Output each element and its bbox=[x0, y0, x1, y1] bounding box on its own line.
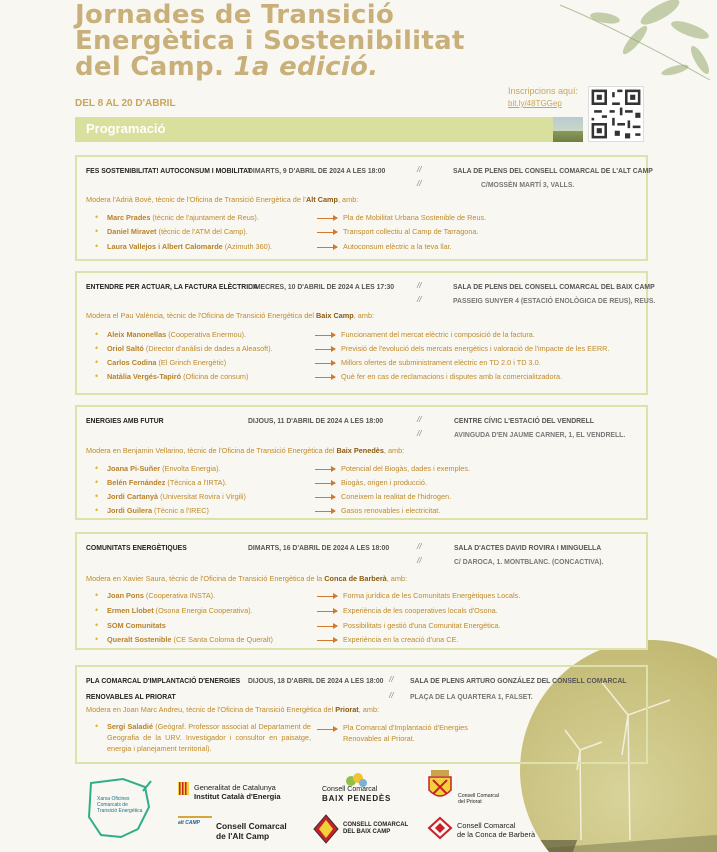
registration-label: Inscripcions aquí: bbox=[508, 86, 579, 96]
baixcamp-line-1: CONSELL COMARCAL bbox=[343, 822, 409, 828]
separator: // bbox=[417, 165, 422, 174]
speaker-item: • Queralt Sostenible (CE Santa Coloma de Queralt) bbox=[95, 634, 273, 644]
session-venue: SALA D'ACTES DAVID ROVIRA I MINGUELLA bbox=[454, 543, 602, 552]
arrow-icon bbox=[317, 626, 337, 627]
speaker-topic: Forma jurídica de les Comunitats Energètiques Locals. bbox=[343, 591, 521, 600]
speaker-topic: Pla Comarcal d'Implantació d'Energies Renovables al Priorat. bbox=[343, 723, 468, 743]
separator: // bbox=[389, 691, 394, 700]
altcamp-line-1: Consell Comarcal bbox=[216, 821, 287, 831]
speaker-topic: Transport collectiu al Camp de Tarragona. bbox=[343, 227, 479, 236]
session-title: COMUNITATS ENERGÈTIQUES bbox=[86, 543, 187, 552]
conca-logo-icon bbox=[427, 816, 453, 840]
session-address: AVINGUDA D'EN JAUME CARNER, 1, EL VENDRELL. bbox=[454, 430, 626, 439]
session-card bbox=[75, 665, 648, 764]
separator: // bbox=[389, 675, 394, 684]
speaker-item: • Jordi Guilera (Tècnic a l'IREC) bbox=[95, 505, 209, 515]
separator: // bbox=[417, 429, 422, 438]
session-venue: SALA DE PLENS ARTURO GONZÁLEZ DEL CONSELL COMARCAL bbox=[410, 676, 627, 685]
arrow-icon bbox=[317, 611, 337, 612]
session-card bbox=[75, 155, 653, 261]
partner-logos bbox=[75, 772, 545, 852]
speaker-topic: Funcionament del mercat elèctric i composició de la factura. bbox=[341, 330, 535, 339]
session-title: FES SOSTENIBILITAT! AUTOCONSUM I MOBILITAT bbox=[86, 166, 252, 175]
speaker-item: • Natàlia Vergés-Tapiró (Oficina de consum) bbox=[95, 371, 249, 381]
speaker-item: • SOM Comunitats bbox=[95, 620, 166, 630]
priorat-line-1: Consell Comarcal bbox=[458, 793, 499, 799]
session-card bbox=[75, 271, 656, 395]
session-moderator: Modera l'Adrià Bové, tècnic de l'Oficina de Transició Energètica de l'Alt Camp, amb: bbox=[86, 195, 359, 204]
speaker-item: • Sergi Saladié (Geògraf. Professor associat al Departament de Geografia de la URV. Investigador i consultor en paisatge, energia i planejament territorial). bbox=[95, 721, 311, 753]
landscape-photo bbox=[553, 117, 583, 142]
session-venue: CENTRE CÍVIC L'ESTACIÓ DEL VENDRELL bbox=[454, 416, 594, 425]
session-date: DIMARTS, 16 D'ABRIL DE 2024 A LES 18:00 bbox=[248, 543, 390, 552]
conca-line-1: Consell Comarcal bbox=[457, 821, 516, 830]
arrow-icon bbox=[315, 335, 335, 336]
leaves-decoration bbox=[500, 0, 717, 85]
speaker-topic: Possibilitats i gestió d'una Comunitat Energètica. bbox=[343, 621, 501, 630]
altcamp-line-2: de l'Alt Camp bbox=[216, 831, 270, 841]
baixcamp-line-2: DEL BAIX CAMP bbox=[343, 829, 391, 835]
speaker-topic: Previsió de l'evolució dels mercats energètics i valoració de l'impacte de les EERR. bbox=[341, 344, 610, 353]
arrow-icon bbox=[315, 497, 335, 498]
speaker-item: • Joana Pi-Suñer (Envolta Energia). bbox=[95, 463, 221, 473]
conca-line-2: de la Conca de Barberà bbox=[457, 830, 536, 839]
qr-code-icon[interactable] bbox=[588, 86, 644, 142]
session-title: PLA COMARCAL D'IMPLANTACIÓ D'ENERGIES bbox=[86, 676, 241, 685]
speaker-topic: Experiència de les cooperatives locals d'Osona. bbox=[343, 606, 498, 615]
separator: // bbox=[417, 179, 422, 188]
priorat-line-2: del Priorat bbox=[458, 799, 482, 805]
speaker-item: • Laura Vallejos i Albert Calomarde (Azimuth 360). bbox=[95, 241, 273, 251]
separator: // bbox=[417, 556, 422, 565]
speaker-item: • Daniel Miravet (tècnic de l'ATM del Camp). bbox=[95, 226, 248, 236]
session-date: DIJOUS, 18 D'ABRIL DE 2024 A LES 18:00 bbox=[248, 676, 384, 685]
speaker-item: • Carlos Codina (El Grinch Energètic) bbox=[95, 357, 227, 367]
arrow-icon bbox=[317, 640, 337, 641]
arrow-icon bbox=[315, 469, 335, 470]
session-title: ENTENDRE PER ACTUAR, LA FACTURA ELÈCTRICA bbox=[86, 282, 258, 291]
session-address: C/ DAROCA, 1. MONTBLANC. (CONCACTIVA). bbox=[454, 557, 604, 566]
arrow-icon bbox=[317, 729, 337, 730]
generalitat-flag-icon bbox=[178, 782, 189, 795]
separator: // bbox=[417, 542, 422, 551]
arrow-icon bbox=[315, 483, 335, 484]
baixpenedes-line-2: BAIX PENEDÈS bbox=[322, 794, 392, 803]
speaker-item: • Aleix Manonellas (Cooperativa Enermou). bbox=[95, 329, 247, 339]
speaker-item: • Joan Pons (Cooperativa INSTA). bbox=[95, 590, 216, 600]
session-venue: SALA DE PLENS DEL CONSELL COMARCAL DEL BAIX CAMP bbox=[453, 282, 655, 291]
session-address: PASSEIG SUNYER 4 (ESTACIÓ ENOLÒGICA DE REUS), REUS. bbox=[453, 296, 656, 305]
programme-label: Programació bbox=[86, 121, 166, 136]
title-line-2: Energètica i Sostenibilitat bbox=[75, 26, 465, 56]
speaker-topic: Millors ofertes de subministrament elèctric en TD 2.0 i TD 3.0. bbox=[341, 358, 541, 367]
speaker-item: • Oriol Saltó (Director d'anàlisi de dades a Aleasoft). bbox=[95, 343, 273, 353]
session-moderator: Modera en Joan Marc Andreu, tècnic de l'Oficina de Transició Energètica del Priorat, amb: bbox=[86, 705, 380, 714]
session-address: PLAÇA DE LA QUARTERA 1, FALSET. bbox=[410, 692, 533, 701]
event-title bbox=[75, 2, 515, 80]
session-card bbox=[75, 532, 648, 650]
session-moderator: Modera el Pau València, tècnic de l'Oficina de Transició Energètica del Baix Camp, amb: bbox=[86, 311, 375, 320]
speaker-item: • Belén Fernández (Tècnica a l'IRTA). bbox=[95, 477, 227, 487]
title-line-3: del Camp. 1a edició. bbox=[75, 52, 379, 82]
speaker-item: • Marc Prades (tècnic de l'ajuntament de Reus). bbox=[95, 212, 259, 222]
speaker-topic: Biogàs, origen i producció. bbox=[341, 478, 427, 487]
registration-link[interactable]: bit.ly/48TGGep bbox=[508, 99, 562, 108]
separator: // bbox=[417, 295, 422, 304]
session-moderator: Modera en Xavier Saura, tècnic de l'Oficina de Transició Energètica de la Conca de Barberà, amb: bbox=[86, 574, 407, 583]
title-line-1: Jornades de Transició bbox=[75, 0, 395, 30]
session-title-line-2: RENOVABLES AL PRIORAT bbox=[86, 692, 176, 701]
session-venue: SALA DE PLENS DEL CONSELL COMARCAL DE L'ALT CAMP bbox=[453, 166, 653, 175]
baixcamp-shield-icon bbox=[313, 814, 339, 844]
session-date: DIMECRES, 10 D'ABRIL DE 2024 A LES 17:30 bbox=[248, 282, 395, 291]
speaker-item: • Jordi Cartanyà (Universitat Rovira i Virgili) bbox=[95, 491, 246, 501]
arrow-icon bbox=[315, 363, 335, 364]
event-dates: DEL 8 AL 20 D'ABRIL bbox=[75, 98, 176, 109]
separator: // bbox=[417, 281, 422, 290]
speaker-topic: Experiència en la creació d'una CE. bbox=[343, 635, 459, 644]
arrow-icon bbox=[317, 232, 337, 233]
arrow-icon bbox=[315, 349, 335, 350]
edition-label: 1a edició. bbox=[233, 52, 379, 82]
speaker-topic: Potencial del Biogàs, dades i exemples. bbox=[341, 464, 470, 473]
arrow-icon bbox=[315, 511, 335, 512]
speaker-topic: Coneixem la realitat de l'hidrogen. bbox=[341, 492, 452, 501]
arrow-icon bbox=[317, 218, 337, 219]
baixpenedes-line-1: Consell Comarcal bbox=[322, 786, 378, 793]
speaker-item: • Ermen Llobet (Osona Energia Cooperativa). bbox=[95, 605, 253, 615]
separator: // bbox=[417, 415, 422, 424]
session-title: ENERGIES AMB FUTUR bbox=[86, 416, 164, 425]
speaker-topic: Pla de Mobilitat Urbana Sostenible de Reus. bbox=[343, 213, 487, 222]
session-date: DIJOUS, 11 D'ABRIL DE 2024 A LES 18:00 bbox=[248, 416, 384, 425]
xarxa-logo-text: Xarxa Oficines Comarcals de Transició Energètica bbox=[97, 796, 143, 814]
arrow-icon bbox=[317, 596, 337, 597]
priorat-shield-icon bbox=[427, 770, 453, 802]
altcamp-mark: alt CAMP bbox=[178, 816, 212, 826]
arrow-icon bbox=[317, 247, 337, 248]
session-moderator: Modera en Benjamin Vellarino, tècnic de l'Oficina de Transició Energètica del Baix Penedès, amb: bbox=[86, 446, 405, 455]
generalitat-line-1: Generalitat de Catalunya bbox=[194, 783, 276, 792]
generalitat-line-2: Institut Català d'Energia bbox=[194, 792, 281, 801]
speaker-topic: Autoconsum elèctric a la teva llar. bbox=[343, 242, 452, 251]
speaker-topic: Gasos renovables i electricitat. bbox=[341, 506, 441, 515]
session-card bbox=[75, 405, 648, 520]
speaker-topic: Què fer en cas de reclamacions i disputes amb la comercialitzadora. bbox=[341, 372, 563, 381]
session-address: C/MOSSÈN MARTÍ 3, VALLS. bbox=[481, 180, 575, 189]
session-date: DIMARTS, 9 D'ABRIL DE 2024 A LES 18:00 bbox=[248, 166, 386, 175]
arrow-icon bbox=[315, 377, 335, 378]
